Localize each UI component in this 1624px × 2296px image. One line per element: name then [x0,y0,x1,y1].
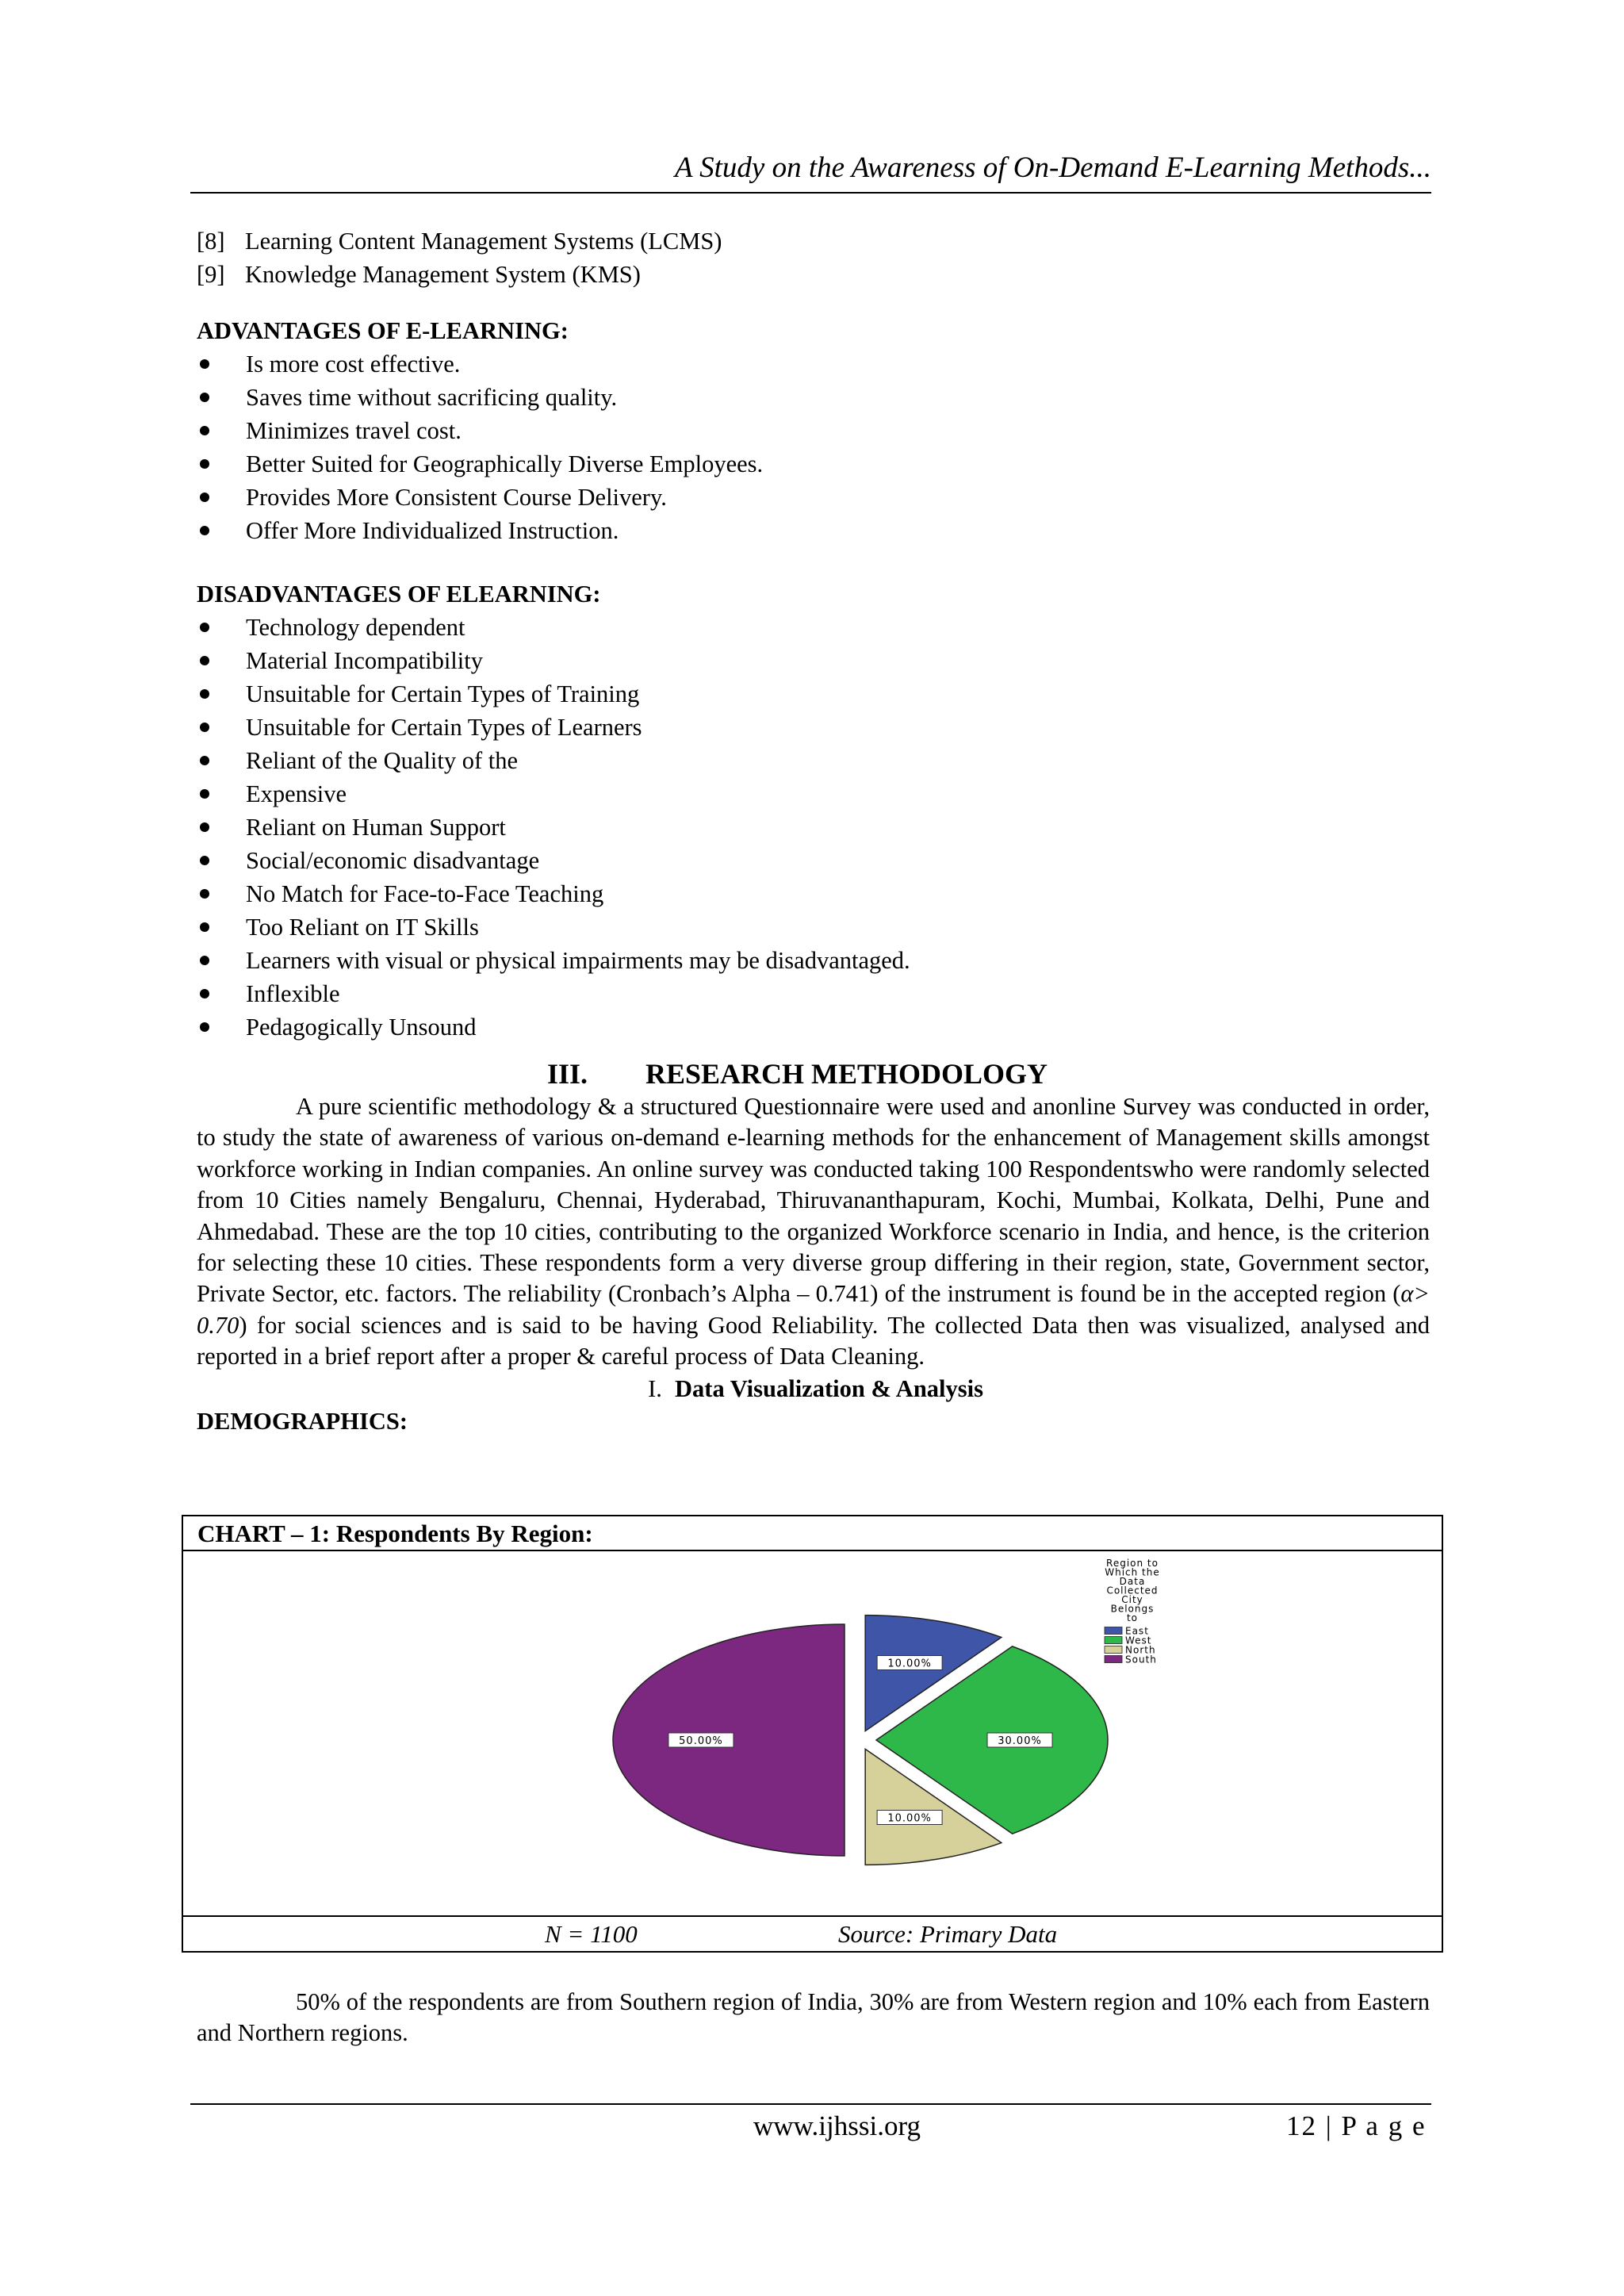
running-title: A Study on the Awareness of On-Demand E-Learning Methods... [674,151,1431,184]
bullet-icon [200,623,209,632]
list-item: Expensive [197,777,1430,811]
bullet-icon [200,723,209,732]
bullet-icon [200,822,209,832]
bullet-icon [200,393,209,402]
list-item: Inflexible [197,977,1430,1010]
legend-label-north: North [1125,1644,1156,1656]
list-item: Social/economic disadvantage [197,844,1430,877]
bullet-icon [200,493,209,502]
bullet-icon [200,922,209,932]
list-item: Reliant of the Quality of the [197,744,1430,777]
reference-item [197,258,1430,291]
list-item: Offer More Individualized Instruction. [197,514,1430,547]
list-item: Better Suited for Geographically Diverse Employees. [197,447,1430,481]
legend-swatch-south [1105,1656,1122,1663]
data-label-north [877,1811,942,1825]
bullet-icon [200,756,209,765]
legend-label-west: West [1125,1635,1152,1646]
list-item: Too Reliant on IT Skills [197,910,1430,944]
summary-paragraph: 50% of the respondents are from Southern region of India, 30% are from Western region and 10% each from Eastern and Northern regions. [197,1988,1430,2047]
list-item: Technology dependent [197,611,1430,644]
chart-legend [1105,1558,1160,1665]
data-label-west [987,1733,1052,1747]
chart-table [182,1515,1443,1953]
list-item: No Match for Face-to-Face Teaching [197,877,1430,910]
bullet-icon [200,359,209,369]
svg-text:30.00%: 30.00% [998,1735,1042,1747]
legend-title-line: Region to [1106,1558,1159,1569]
list-item: Pedagogically Unsound [197,1010,1430,1044]
footer-rule [190,2103,1431,2105]
subsection-title: Data Visualization & Analysis [675,1374,983,1402]
legend-title-line: Which the [1105,1566,1160,1578]
header-rule [190,192,1431,194]
list-item: Material Incompatibility [197,644,1430,677]
subsection-number: I. [648,1374,662,1402]
reference-text: Learning Content Management Systems (LCMS) [245,228,722,255]
chart-caption: CHART – 1: Respondents By Region: [183,1516,1442,1551]
legend-title-line: Belongs [1110,1603,1155,1615]
legend-swatch-west [1105,1637,1122,1644]
section-title: RESEARCH METHODOLOGY [645,1058,1048,1090]
legend-swatch-north [1105,1646,1122,1654]
methodology-paragraph: A pure scientific methodology & a structured Questionnaire were used and anonline Survey was conducted in order, to study the state of awareness of various on-demand e-learning methods for the enhancement of Management skills amongst workforce working in Indian companies. An online survey was conducted taking 100 Respondentswho were randomly selected from 10 Cities namely Bengaluru, Chennai, Hyderabad, Thiruvananthapuram, Kochi, Mumbai, Kolkata, Delhi, Pune and Ahmedabad. These are the top 10 cities, contributing to the organized Workforce scenario in India, and hence, is the criterion for selecting these 10 cities. These respondents form a very diverse group differing in their region, state, Government sector, Private Sector, etc. factors. The reliability (Cronbach’s Alpha – 0.741) of the instrument is found be in the accepted region (α> 0.70) for social sciences and is said to be having Good Reliability. The collected Data then was visualized, analysed and reported in a brief report after a proper & careful process of Data Cleaning. [197,1093,1430,1370]
legend-swatch-east [1105,1627,1122,1635]
chart-footer [183,1915,1442,1951]
chart-summary [197,1987,1430,2049]
advantages-heading: ADVANTAGES OF E-LEARNING: [197,317,569,344]
reference-text: Knowledge Management System (KMS) [245,261,641,288]
bullet-icon [200,656,209,665]
section-number: III. [546,1058,588,1090]
footer-page-number: 12 | P a g e [1286,2110,1427,2141]
footer-website: www.ijhssi.org [753,2110,921,2141]
list-item: Is more cost effective. [197,347,1430,381]
legend-title-line: to [1126,1612,1139,1623]
advantages-list [197,347,1430,547]
disadvantages-heading: DISADVANTAGES OF ELEARNING: [197,581,601,608]
reference-item [197,224,1430,258]
list-item: Saves time without sacrificing quality. [197,381,1430,414]
bullet-icon [200,789,209,799]
bullet-icon [200,526,209,535]
bullet-icon [200,889,209,899]
bullet-icon [200,459,209,469]
bullet-icon [200,426,209,435]
pie-chart [183,1551,1442,1916]
list-item: Minimizes travel cost. [197,414,1430,447]
source-label: Source: Primary Data [838,1920,1058,1948]
bullet-icon [200,689,209,699]
reference-number: [9] [197,261,225,288]
section-heading [197,1056,1430,1091]
sample-size-label: N = 1100 [545,1920,638,1948]
legend-title-line: Collected [1106,1585,1159,1596]
demographics-heading: DEMOGRAPHICS: [197,1407,408,1435]
disadvantages-list [197,611,1430,1044]
bullet-icon [200,989,209,999]
data-label-east [877,1655,942,1669]
svg-text:10.00%: 10.00% [887,1812,932,1825]
list-item: Reliant on Human Support [197,811,1430,844]
bullet-icon [200,1022,209,1032]
svg-text:50.00%: 50.00% [679,1735,723,1747]
subsection-heading [197,1373,1430,1405]
svg-text:10.00%: 10.00% [887,1658,932,1670]
legend-label-east: East [1125,1625,1149,1637]
reference-number: [8] [197,228,225,255]
list-item: Unsuitable for Certain Types of Learners [197,711,1430,744]
bullet-icon [200,856,209,865]
list-item: Provides More Consistent Course Delivery. [197,481,1430,514]
data-label-south [668,1733,733,1747]
legend-title-line: City [1121,1594,1143,1605]
legend-label-south: South [1125,1654,1157,1665]
list-item: Unsuitable for Certain Types of Training [197,677,1430,711]
bullet-icon [200,956,209,965]
legend-title-line: Data [1119,1576,1146,1587]
list-item: Learners with visual or physical impairments may be disadvantaged. [197,944,1430,977]
alpha-formula: α> 0.70 [197,1280,1430,1339]
main-content [197,224,1430,1438]
